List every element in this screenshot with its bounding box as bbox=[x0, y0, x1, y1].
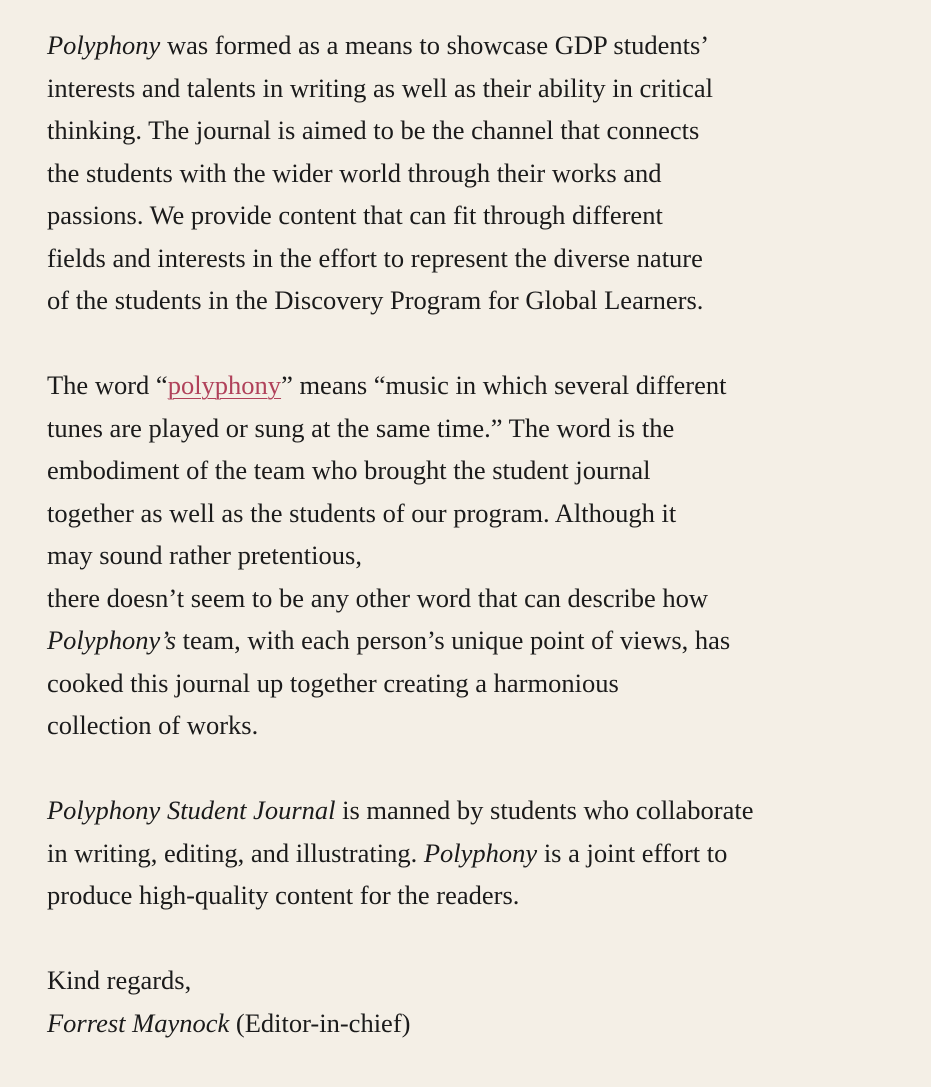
journal-name: Polyphony Student Journal bbox=[47, 795, 336, 825]
text-line: of the students in the Discovery Program for Global Learners. bbox=[47, 285, 704, 315]
team-paragraph bbox=[47, 789, 897, 917]
text-line: The word “polyphony” means “music in which several different bbox=[47, 370, 727, 400]
text-line: Polyphony was formed as a means to showcase GDP students’ bbox=[47, 30, 710, 60]
journal-name: Polyphony’s bbox=[47, 625, 177, 655]
text-line: may sound rather pretentious, bbox=[47, 540, 362, 570]
text-line: Polyphony’s team, with each person’s unique point of views, has bbox=[47, 625, 731, 655]
text-line: the students with the wider world through their works and bbox=[47, 157, 662, 188]
polyphony-definition-link[interactable]: polyphony bbox=[167, 370, 282, 400]
signoff bbox=[47, 959, 897, 1044]
text-line: interests and talents in writing as well as their ability in critical bbox=[47, 72, 714, 103]
word-meaning-paragraph bbox=[47, 364, 897, 747]
intro-paragraph bbox=[47, 24, 897, 322]
text-line: fields and interests in the effort to represent the diverse nature bbox=[47, 242, 703, 273]
text-line: in writing, editing, and illustrating. Polyphony is a joint effort to bbox=[47, 837, 728, 868]
editor-role: (Editor-in-chief) bbox=[229, 1007, 411, 1038]
text-line: passions. We provide content that can fit through different bbox=[47, 200, 663, 230]
text-line: Polyphony Student Journal is manned by students who collaborate bbox=[47, 795, 754, 825]
signature-line bbox=[47, 1002, 897, 1045]
text-line: together as well as the students of our program. Although it bbox=[47, 497, 677, 528]
text-line: there doesn’t seem to be any other word that can describe how bbox=[47, 582, 709, 613]
text-line: cooked this journal up together creating a harmonious bbox=[47, 667, 619, 698]
text-line: produce high-quality content for the readers. bbox=[47, 880, 520, 910]
text-line: tunes are played or sung at the same time.” The word is the bbox=[47, 412, 675, 443]
regards-line: Kind regards, bbox=[47, 965, 192, 995]
article-body bbox=[47, 24, 897, 1087]
text-line: collection of works. bbox=[47, 710, 259, 740]
journal-name: Polyphony bbox=[47, 30, 161, 60]
editor-name: Forrest Maynock bbox=[47, 1007, 230, 1038]
journal-name: Polyphony bbox=[423, 837, 538, 868]
text-line: embodiment of the team who brought the student journal bbox=[47, 455, 651, 485]
text-line: thinking. The journal is aimed to be the channel that connects bbox=[47, 115, 700, 145]
